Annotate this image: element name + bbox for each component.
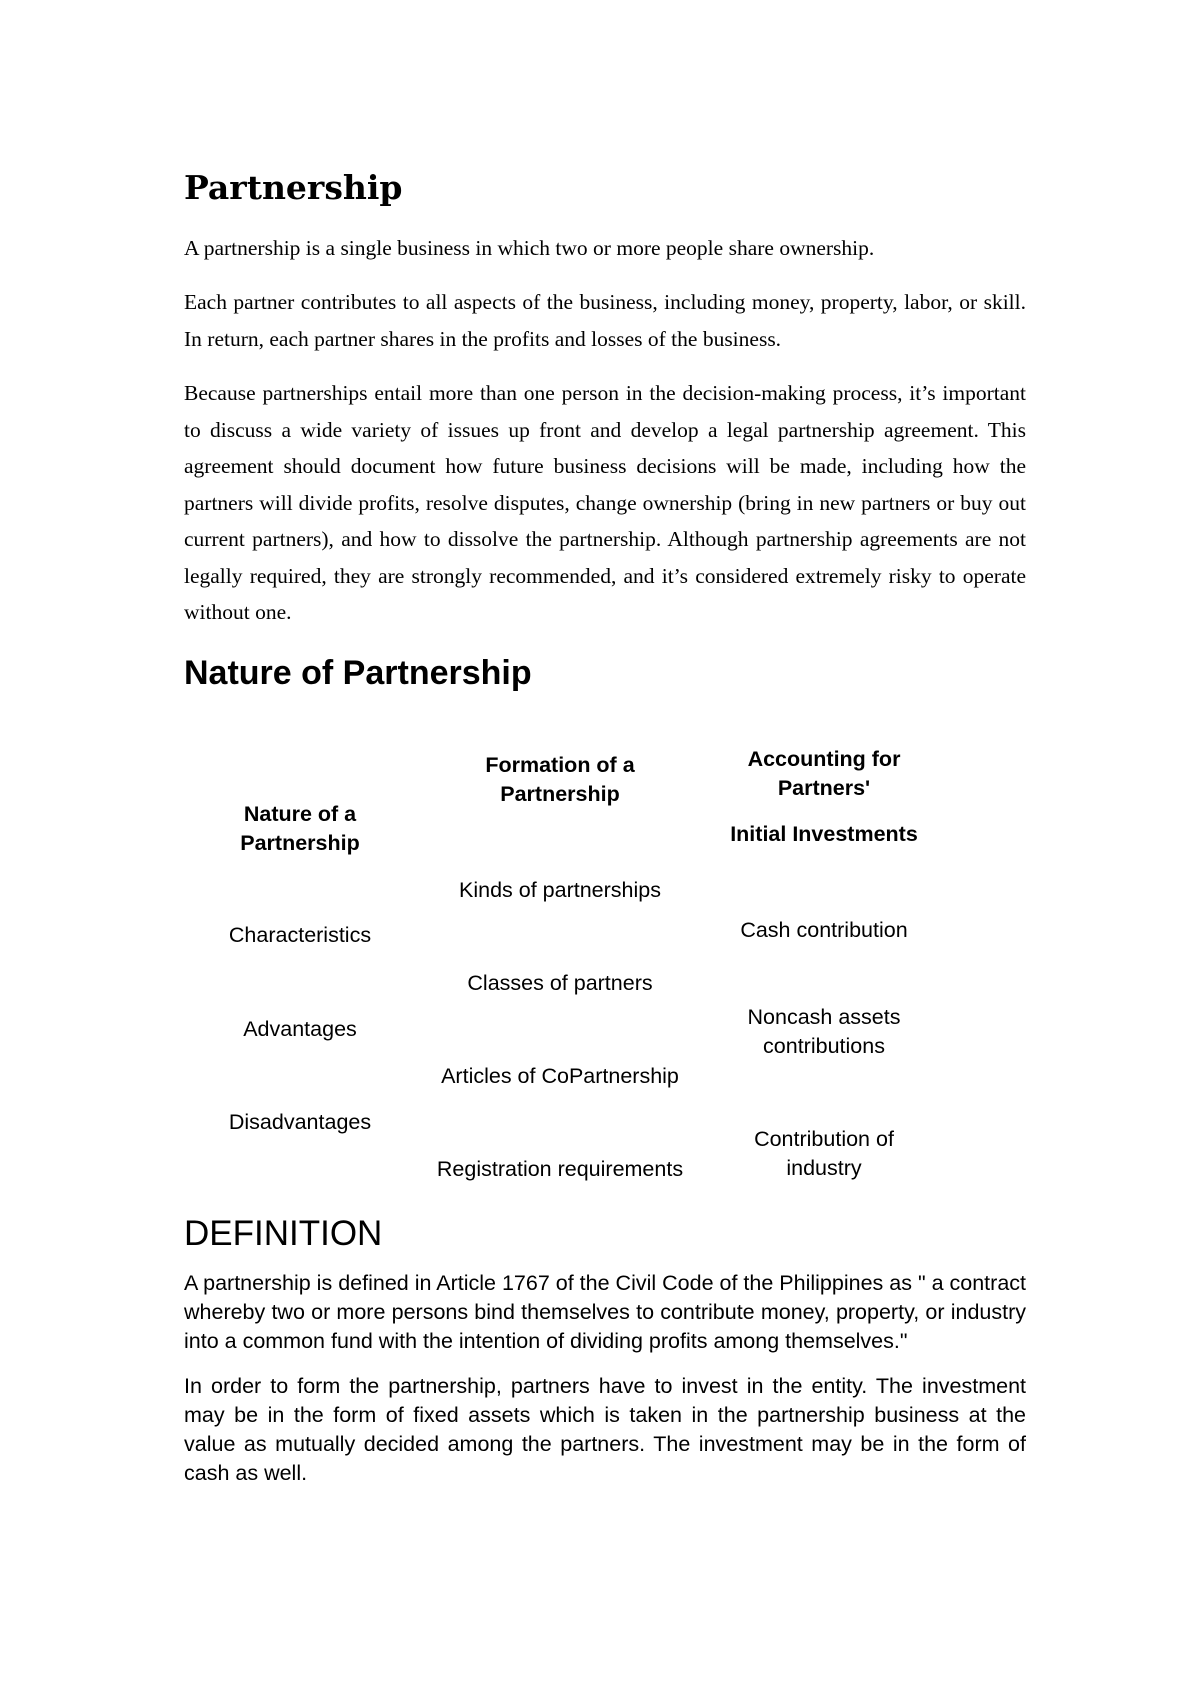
nature-heading: Nature of Partnership — [184, 653, 532, 692]
list-item: Disadvantages — [228, 1110, 372, 1135]
list-item: Kinds of partnerships — [459, 878, 661, 903]
nature-table — [184, 693, 1026, 1213]
list-item: Advantages — [243, 1017, 357, 1042]
definition-heading: DEFINITION — [184, 1214, 383, 1254]
column-header: Formation of a Partnership — [485, 753, 635, 807]
formation-column — [420, 693, 700, 1213]
nature-column — [184, 693, 416, 1213]
accounting-column — [714, 693, 934, 1213]
intro-paragraph: Because partnerships entail more than one person in the decision-making process, it’s important to discuss a wide variety of issues up front and develop a legal partnership agreement. This agreement should document how future business decisions will be made, including how the partners will divide profits, resolve disputes, change ownership (bring in new partners or buy out current partners), and how to dissolve the partnership. Although partnership agreements are not legally required, they are strongly recommended, and it’s considered extremely risky to operate without one. — [184, 381, 1026, 625]
column-subheader: Initial Investments — [730, 822, 918, 847]
intro-paragraph: Each partner contributes to all aspects of the business, including money, property, labor, or skill. In return, each partner shares in the profits and losses of the business. — [184, 290, 1026, 351]
list-item: Cash contribution — [740, 918, 908, 943]
definition-paragraph: In order to form the partnership, partners have to invest in the entity. The investment may be in the form of fixed assets which is taken in the partnership business at the value as mutually decided among the partners. The investment may be in the form of cash as well. — [184, 1374, 1026, 1486]
intro-paragraph: A partnership is a single business in which two or more people share ownership. — [184, 235, 875, 260]
definition-paragraph: A partnership is defined in Article 1767 of the Civil Code of the Philippines as " a contract whereby two or more persons bind themselves to contribute money, property, or industry into a common fund with the intention of dividing profits among themselves." — [184, 1271, 1026, 1354]
list-item: Classes of partners — [467, 971, 653, 996]
document-page — [184, 168, 1026, 1504]
list-item: Articles of CoPartnership — [441, 1064, 679, 1089]
column-header: Nature of a Partnership — [240, 802, 360, 856]
column-header: Accounting for Partners' — [747, 747, 901, 801]
list-item: Contribution of industry — [754, 1127, 894, 1181]
list-item: Registration requirements — [436, 1157, 684, 1182]
list-item: Noncash assets contributions — [747, 1005, 901, 1059]
list-item: Characteristics — [228, 923, 372, 948]
page-title: Partnership — [184, 168, 403, 207]
